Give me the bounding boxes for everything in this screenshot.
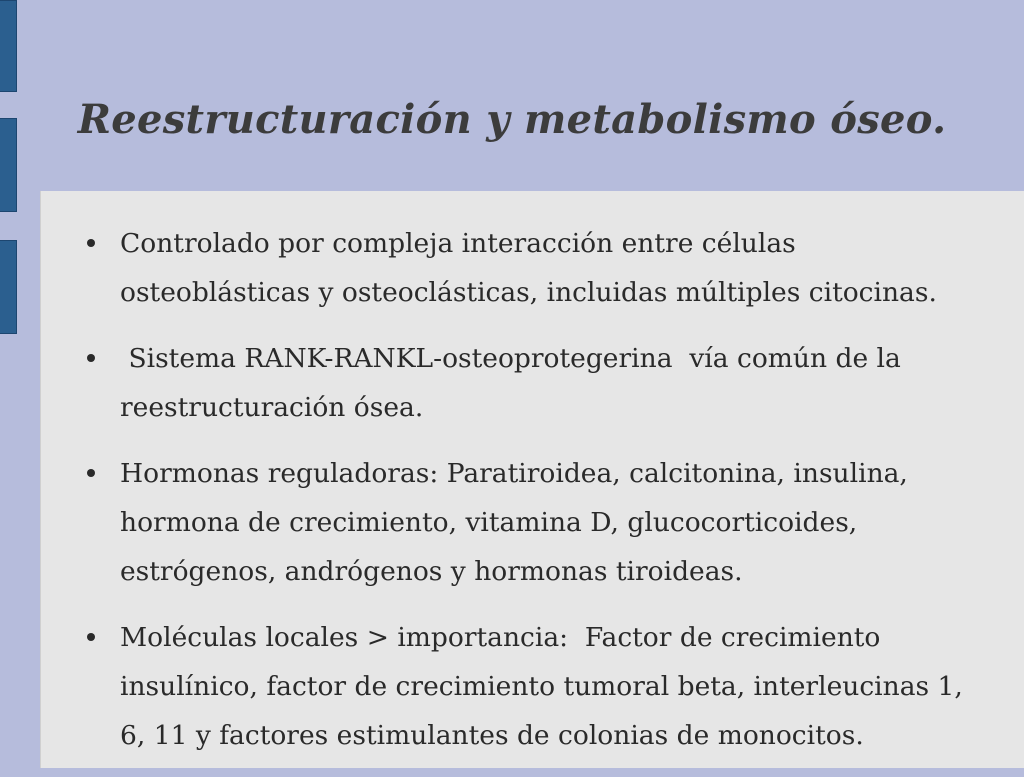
bullet-text: Moléculas locales > importancia: Factor de crecimiento insulínico, factor de crecimiento tumoral beta, interleucinas 1, 6, 11 y factores estimulantes de colonias de monocitos.	[120, 622, 972, 751]
bullet-dot-icon	[87, 354, 95, 362]
bullet-dot-icon	[87, 469, 95, 477]
bullet-dot-icon	[87, 239, 95, 247]
bullet-item	[87, 449, 967, 596]
side-tab-decoration	[0, 240, 17, 334]
bullet-list	[87, 219, 972, 777]
content-panel	[40, 191, 1024, 768]
bullet-dot-icon	[87, 633, 95, 641]
bullet-text: Hormonas reguladoras: Paratiroidea, calcitonina, insulina, hormona de crecimiento, vitamina D, glucocorticoides, estrógenos, andrógenos y hormonas tiroideas.	[120, 458, 908, 587]
bullet-text: Sistema RANK-RANKL-osteoprotegerina vía común de la reestructuración ósea.	[120, 343, 910, 423]
side-tab-decoration	[0, 0, 17, 92]
bullet-item	[87, 219, 967, 317]
slide-title: Reestructuración y metabolismo óseo.	[77, 96, 947, 143]
bullet-item	[87, 613, 972, 760]
bullet-item	[87, 334, 967, 432]
bullet-text: Controlado por compleja interacción entre células osteoblásticas y osteoclásticas, incluidas múltiples citocinas.	[120, 228, 937, 308]
